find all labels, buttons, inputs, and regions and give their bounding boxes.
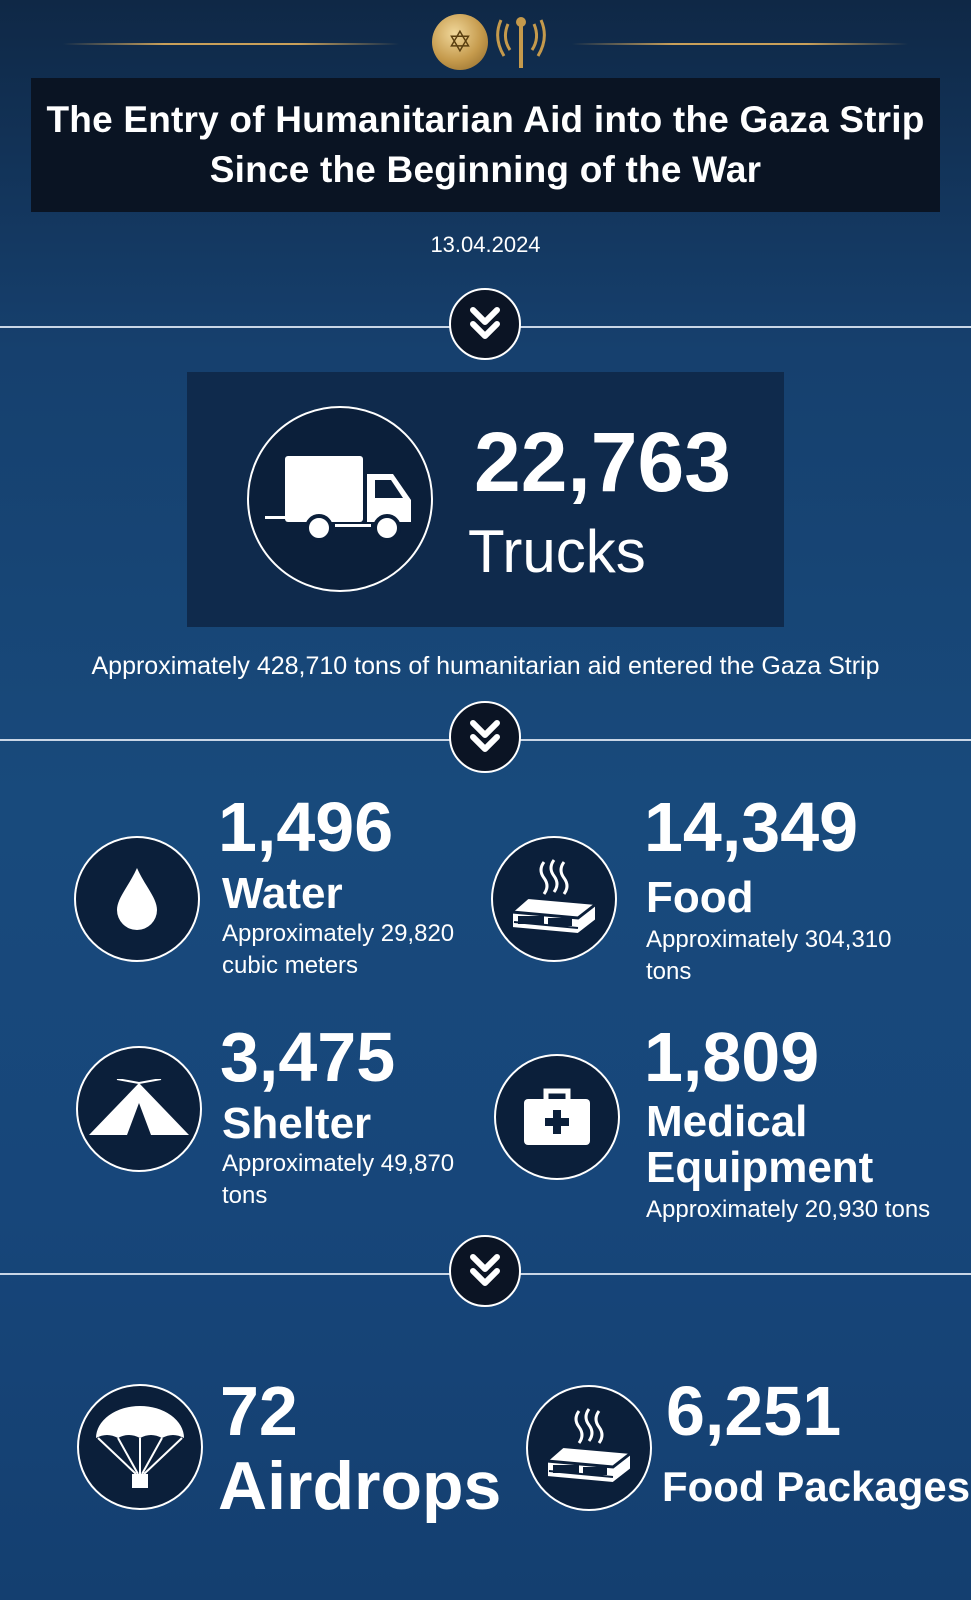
airdrops-count: 72 <box>220 1372 298 1450</box>
water-desc: Approximately 29,820 cubic meters <box>222 920 455 979</box>
food-packages-label: Food Packages <box>662 1463 971 1510</box>
food-container-icon <box>491 836 617 962</box>
idf-emblem-icon: ✡ <box>432 14 488 70</box>
water-count: 1,496 <box>218 788 394 866</box>
airdrops-label: Airdrops <box>218 1448 502 1524</box>
medical-count: 1,809 <box>644 1018 820 1096</box>
shelter-label: Shelter <box>222 1099 372 1148</box>
report-date: 13.04.2024 <box>430 232 541 257</box>
first-aid-kit-icon <box>494 1054 620 1180</box>
chevron-down-icon <box>449 288 521 360</box>
aid-summary: Approximately 428,710 tons of humanitarian aid entered the Gaza Strip <box>91 652 880 680</box>
parachute-icon <box>77 1384 203 1510</box>
food-packages-count: 6,251 <box>666 1372 842 1450</box>
header-divider-left <box>63 43 399 45</box>
tent-icon <box>76 1046 202 1172</box>
medical-desc: Approximately 20,930 tons <box>646 1196 931 1223</box>
food-desc: Approximately 304,310 tons <box>646 926 892 985</box>
shelter-count: 3,475 <box>220 1018 396 1096</box>
trucks-label: Trucks <box>468 518 646 585</box>
title-box <box>31 78 940 212</box>
medical-label-line-1: Medical <box>646 1097 808 1146</box>
trucks-panel <box>187 372 784 627</box>
header-divider-right <box>572 43 908 45</box>
trucks-count: 22,763 <box>474 415 731 509</box>
spokesperson-emblem-icon <box>496 14 546 70</box>
medical-label-line-2: Equipment <box>646 1143 874 1192</box>
food-container-icon <box>526 1385 652 1511</box>
water-label: Water <box>222 869 343 918</box>
page-title-line-1: The Entry of Humanitarian Aid into the Gaza Strip <box>46 99 925 140</box>
shelter-desc: Approximately 49,870 tons <box>222 1150 455 1209</box>
truck-icon <box>247 406 433 592</box>
food-count: 14,349 <box>644 788 859 866</box>
chevron-down-icon <box>449 701 521 773</box>
water-drop-icon <box>74 836 200 962</box>
food-label: Food <box>646 873 754 922</box>
page-title-line-2: Since the Beginning of the War <box>209 149 762 190</box>
chevron-down-icon <box>449 1235 521 1307</box>
